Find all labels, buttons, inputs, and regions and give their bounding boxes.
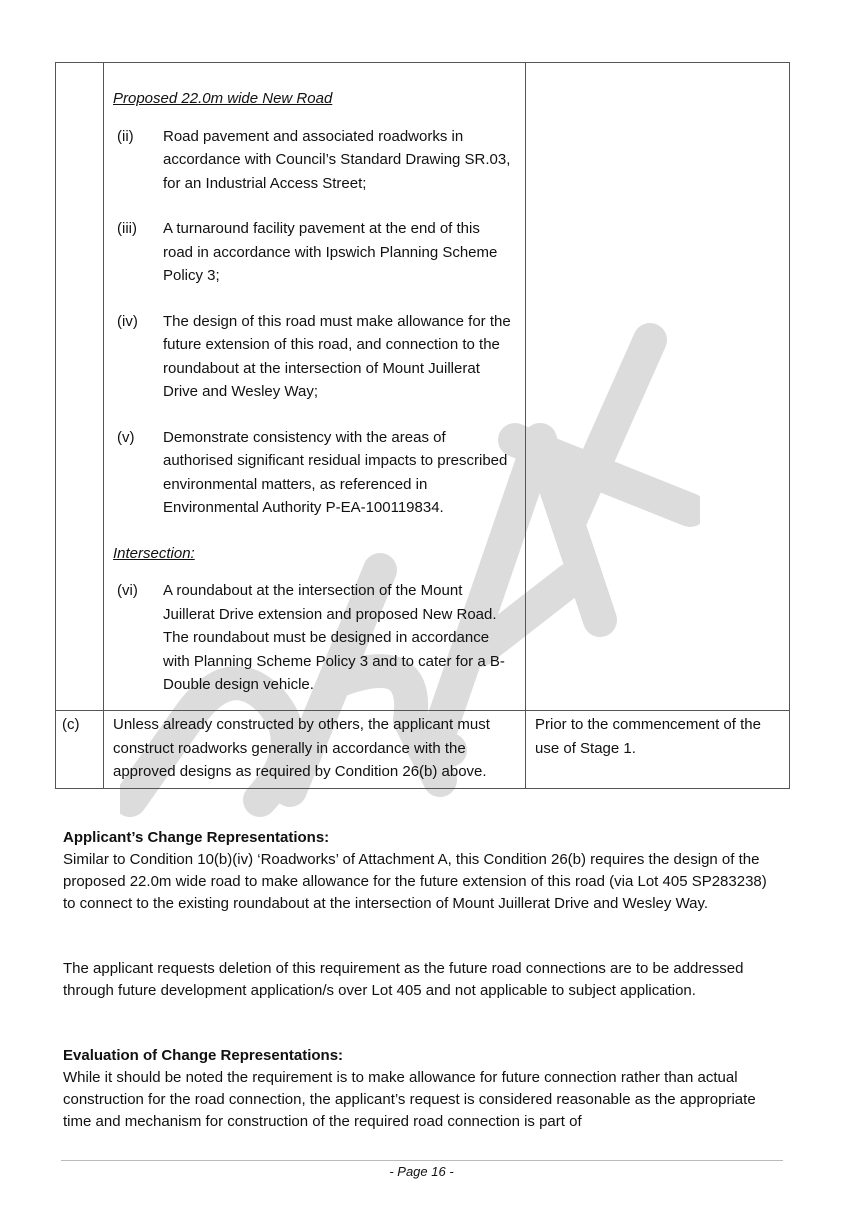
row-condition: Unless already constructed by others, the applicant must construct roadworks generally in accordance with the approved designs as required by Condition 26(b) above.	[104, 711, 526, 789]
condition-cell	[104, 63, 526, 711]
footer-divider	[61, 1160, 783, 1161]
list-item: (v) Demonstrate consistency with the areas of authorised significant residual impacts to prescribed environmental matters, as referenced in Environmental Authority P-EA-100119834.	[117, 428, 508, 516]
evaluation-paragraph-1: While it should be noted the requirement is to make allowance for future connection rather than actual construction for the road connection, the applicant’s request is considered reasonable as the appropriate time and mechanism for construction of the required road connection is part of	[63, 1069, 756, 1130]
applicant-paragraph-2: The applicant requests deletion of this requirement as the future road connections are to be addressed through future development application/s over Lot 405 and not applicable to subject application.	[63, 960, 744, 999]
list-item: (ii) Road pavement and associated roadworks in accordance with Council’s Standard Drawing SR.03, for an Industrial Access Street;	[117, 127, 511, 192]
page-number: - Page 16 -	[389, 1164, 454, 1179]
list-item: (iii) A turnaround facility pavement at the end of this road in accordance with Ipswich Planning Scheme Policy 3;	[117, 220, 498, 284]
label-cell	[56, 63, 104, 711]
applicant-paragraph-1: Similar to Condition 10(b)(iv) ‘Roadworks’ of Attachment A, this Condition 26(b) requires the design of the proposed 22.0m wide road to make allowance for the future extension of this road (via Lot 405 SP283238) to connect to the existing roundabout at the intersection of Mount Juillerat Drive and Wesley Way.	[63, 851, 767, 912]
section-heading-intersection: Intersection:	[113, 544, 195, 562]
evaluation-heading: Evaluation of Change Representations:	[63, 1047, 344, 1064]
conditions-table	[55, 62, 790, 789]
list-item: (vi) A roundabout at the intersection of the Mount Juillerat Drive extension and proposed New Road. The roundabout must be designed in accordance with Planning Scheme Policy 3 and to cater for a B-Double design vehicle.	[117, 582, 505, 693]
list-item: (iv) The design of this road must make allowance for the future extension of this road, and connection to the roundabout at the intersection of Mount Juillerat Drive and Wesley Way;	[117, 312, 511, 400]
section-heading-new-road: Proposed 22.0m wide New Road	[113, 90, 333, 107]
applicant-heading: Applicant’s Change Representations:	[63, 829, 330, 846]
table-row	[56, 711, 790, 789]
row-label: (c)	[56, 711, 104, 789]
row-timing: Prior to the commencement of the use of Stage 1.	[526, 711, 790, 789]
table-row	[56, 63, 790, 711]
timing-cell	[526, 63, 790, 711]
